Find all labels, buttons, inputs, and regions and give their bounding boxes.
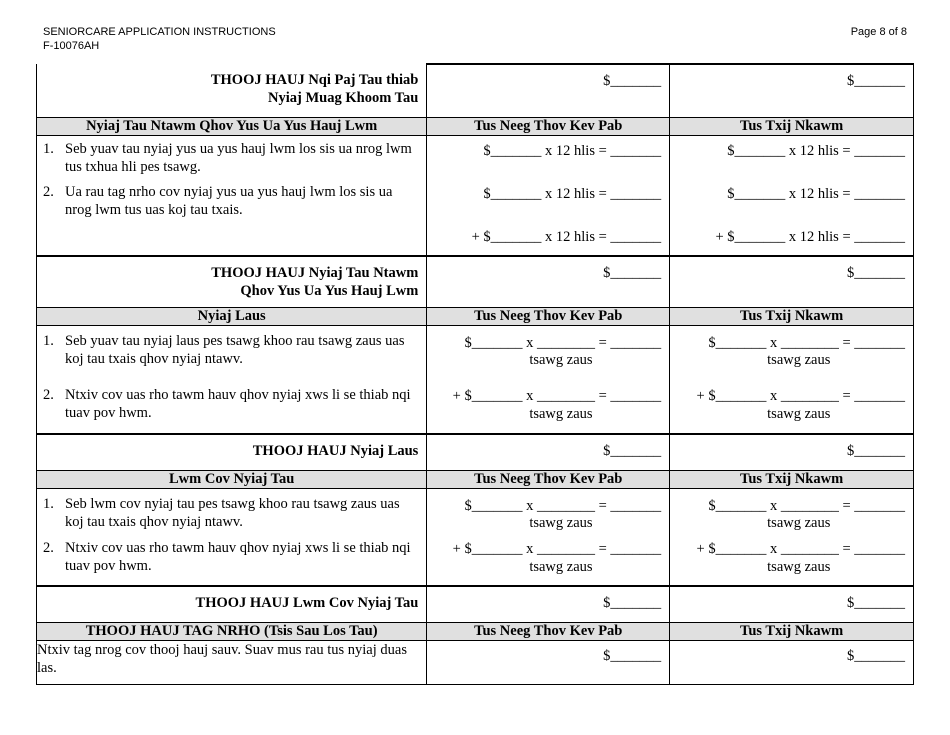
calc-line[interactable]: $_______ x 12 hlis = _______	[727, 142, 905, 159]
item-number: 1.	[43, 140, 54, 157]
self-employment-total-label	[37, 256, 427, 307]
item-text: Ua rau tag nrho cov nyiaj yus ua yus hauj lwm los sis ua nrog lwm tus uas koj tau txais.	[65, 183, 393, 218]
col-applicant-heading: Tus Neeg Thov Kev Pab	[427, 307, 670, 325]
calc-line[interactable]: $_______ x ________ = _______	[708, 334, 905, 351]
self-employment-spouse-calc	[670, 135, 914, 256]
times-label: tsawg zaus	[529, 514, 593, 531]
calc-line-plus[interactable]: + $_______ x 12 hlis = _______	[471, 228, 662, 245]
calc-line[interactable]: $_______ x ________ = _______	[464, 497, 662, 514]
grand-total-applicant[interactable]: $_______	[427, 640, 670, 684]
list-item	[43, 495, 420, 531]
form-title: SENIORCARE APPLICATION INSTRUCTIONS	[43, 26, 276, 38]
col-applicant-heading: Tus Neeg Thov Kev Pab	[427, 622, 670, 640]
income-worksheet-table	[36, 63, 914, 685]
pension-total-label: THOOJ HAUJ Nyiaj Laus	[37, 434, 427, 470]
other-income-total-row	[37, 586, 914, 622]
interest-total-applicant[interactable]: $_______	[427, 64, 670, 117]
pension-applicant-calc	[427, 325, 670, 434]
list-item	[43, 140, 420, 176]
grand-total-note: Ntxiv tag nrog cov thooj hauj sauv. Suav mus rau tus nyiaj duas las.	[37, 640, 427, 684]
self-employment-total-line2: Qhov Yus Ua Yus Hauj Lwm	[240, 283, 419, 299]
pension-header-row	[37, 307, 914, 325]
self-employment-total-line1: THOOJ HAUJ Nyiaj Tau Ntawm	[211, 265, 419, 281]
times-label: tsawg zaus	[529, 558, 593, 575]
calc-line[interactable]: $_______ x ________ = _______	[708, 497, 905, 514]
item-number: 2.	[43, 183, 54, 200]
other-income-body-row	[37, 488, 914, 586]
times-label: tsawg zaus	[767, 405, 831, 422]
other-income-total-label: THOOJ HAUJ Lwm Cov Nyiaj Tau	[37, 586, 427, 622]
grand-total-spouse[interactable]: $_______	[670, 640, 914, 684]
calc-line-plus[interactable]: + $_______ x ________ = _______	[696, 540, 905, 557]
item-number: 1.	[43, 495, 54, 512]
other-income-applicant-calc	[427, 488, 670, 586]
pension-total-spouse[interactable]: $_______	[670, 434, 914, 470]
calc-line-plus[interactable]: + $_______ x ________ = _______	[696, 387, 905, 404]
col-spouse-heading: Tus Txij Nkawm	[670, 622, 914, 640]
form-header-left	[43, 25, 276, 53]
calc-line[interactable]: $_______ x 12 hlis = _______	[483, 142, 662, 159]
self-employment-body-row	[37, 135, 914, 256]
list-item	[43, 332, 420, 368]
pension-body-row	[37, 325, 914, 434]
self-employment-applicant-calc	[427, 135, 670, 256]
col-spouse-heading: Tus Txij Nkawm	[670, 307, 914, 325]
interest-total-spouse[interactable]: $_______	[670, 64, 914, 117]
calc-line-plus[interactable]: + $_______ x 12 hlis = _______	[715, 228, 905, 245]
interest-total-label-line1: THOOJ HAUJ Nqi Paj Tau thiab	[210, 72, 419, 88]
times-label: tsawg zaus	[529, 405, 593, 422]
other-income-instructions	[37, 488, 427, 586]
item-number: 2.	[43, 539, 54, 556]
item-text: Ntxiv cov uas rho tawm hauv qhov nyiaj xws li se thiab nqi tuav pov hwm.	[65, 386, 411, 421]
self-employment-total-applicant[interactable]: $_______	[427, 256, 670, 307]
times-label: tsawg zaus	[767, 558, 831, 575]
col-spouse-heading: Tus Txij Nkawm	[670, 470, 914, 488]
pension-instructions	[37, 325, 427, 434]
form-number: F-10076AH	[43, 40, 100, 52]
times-label: tsawg zaus	[767, 514, 831, 531]
pension-spouse-calc	[670, 325, 914, 434]
item-text: Seb yuav tau nyiaj laus pes tsawg khoo rau tsawg zaus uas koj tau txais qhov nyiaj ntawv.	[65, 332, 405, 367]
other-income-total-spouse[interactable]: $_______	[670, 586, 914, 622]
calc-line[interactable]: $_______ x ________ = _______	[464, 334, 662, 351]
list-item	[43, 183, 420, 219]
calc-line[interactable]: $_______ x 12 hlis = _______	[727, 185, 905, 202]
item-text: Ntxiv cov uas rho tawm hauv qhov nyiaj xws li se thiab nqi tuav pov hwm.	[65, 539, 411, 574]
other-income-heading: Lwm Cov Nyiaj Tau	[37, 470, 427, 488]
item-number: 2.	[43, 386, 54, 403]
grand-total-body-row	[37, 640, 914, 684]
col-spouse-heading: Tus Txij Nkawm	[670, 117, 914, 135]
self-employment-header-row	[37, 117, 914, 135]
grand-total-header-row	[37, 622, 914, 640]
grand-total-heading: THOOJ HAUJ TAG NRHO (Tsis Sau Los Tau)	[37, 622, 427, 640]
interest-total-label	[37, 64, 427, 117]
col-applicant-heading: Tus Neeg Thov Kev Pab	[427, 117, 670, 135]
self-employment-heading: Nyiaj Tau Ntawm Qhov Yus Ua Yus Hauj Lwm	[37, 117, 427, 135]
self-employment-total-row	[37, 256, 914, 307]
calc-line-plus[interactable]: + $_______ x ________ = _______	[452, 387, 662, 404]
times-label: tsawg zaus	[767, 351, 831, 368]
calc-line-plus[interactable]: + $_______ x ________ = _______	[452, 540, 662, 557]
pension-total-row	[37, 434, 914, 470]
other-income-header-row	[37, 470, 914, 488]
list-item	[43, 539, 420, 575]
page-number: Page 8 of 8	[850, 26, 907, 38]
pension-heading: Nyiaj Laus	[37, 307, 427, 325]
item-number: 1.	[43, 332, 54, 349]
interest-total-label-line2: Nyiaj Muag Khoom Tau	[268, 90, 419, 106]
col-applicant-heading: Tus Neeg Thov Kev Pab	[427, 470, 670, 488]
other-income-spouse-calc	[670, 488, 914, 586]
row-interest-total	[37, 64, 914, 117]
other-income-total-applicant[interactable]: $_______	[427, 586, 670, 622]
self-employment-instructions	[37, 135, 427, 256]
item-text: Seb yuav tau nyiaj yus ua yus hauj lwm los sis ua nrog lwm tus txhua hli pes tsawg.	[65, 140, 412, 175]
item-text: Seb lwm cov nyiaj tau pes tsawg khoo rau tsawg zaus uas koj tau txais qhov nyiaj ntawv.	[65, 495, 400, 530]
times-label: tsawg zaus	[529, 351, 593, 368]
list-item	[43, 386, 420, 422]
self-employment-total-spouse[interactable]: $_______	[670, 256, 914, 307]
calc-line[interactable]: $_______ x 12 hlis = _______	[483, 185, 662, 202]
pension-total-applicant[interactable]: $_______	[427, 434, 670, 470]
